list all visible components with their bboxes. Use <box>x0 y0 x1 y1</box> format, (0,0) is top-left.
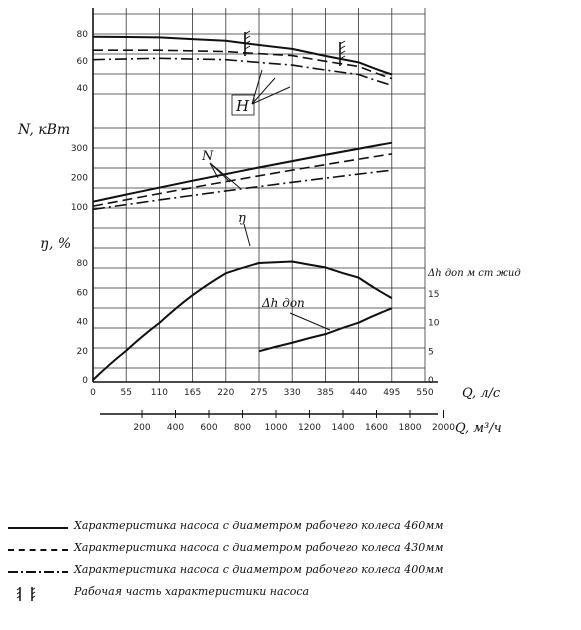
y-tick-label: 300 <box>70 144 88 154</box>
x-tick-label: 330 <box>283 388 301 398</box>
x-tick-label: 495 <box>383 388 401 398</box>
x-tick-label: 165 <box>184 388 202 398</box>
npsh-curve-label: Δh доп <box>262 296 305 310</box>
legend-item <box>8 518 578 536</box>
y2-tick-label: 0 <box>428 376 434 386</box>
y-tick-label: 0 <box>82 376 88 386</box>
efficiency-leader-line <box>244 224 250 246</box>
y-tick-label: 100 <box>70 203 88 213</box>
y-tick-label: 200 <box>70 173 88 184</box>
y-tick-label: 40 <box>76 317 88 328</box>
head-leader-line <box>252 87 290 104</box>
x-tick-label: 55 <box>120 388 132 398</box>
legend-solid-line <box>8 527 68 529</box>
power-curve-dashed <box>93 154 392 206</box>
efficiency-curve-label: ŋ <box>238 211 247 226</box>
power-curve-label: N <box>202 149 214 164</box>
x-tick-label: 110 <box>150 388 168 398</box>
legend-text: Характеристика насоса с диаметром рабочего колеса 400мм <box>74 563 444 576</box>
chart-labels <box>71 30 455 433</box>
legend-dashed-line <box>8 549 68 551</box>
y-tick-label: 60 <box>76 57 88 67</box>
q-ls-axis-title: Q, л/с <box>462 386 501 401</box>
x2-tick-label: 200 <box>133 423 151 433</box>
npsh-axis-title: Δh доп м ст жид <box>428 268 521 279</box>
y2-tick-label: 10 <box>428 318 440 329</box>
x2-tick-label: 600 <box>200 423 218 433</box>
legend-text: Рабочая часть характеристики насоса <box>74 585 310 598</box>
head-curve-label: H <box>236 97 250 115</box>
power-curve-solid <box>93 143 392 202</box>
legend-text: Характеристика насоса с диаметром рабочего колеса 430мм <box>74 541 444 554</box>
y-tick-label: 80 <box>76 259 88 269</box>
x-tick-label: 440 <box>350 388 368 398</box>
x2-tick-label: 1400 <box>331 423 355 433</box>
legend-item <box>8 562 578 580</box>
legend-item <box>8 540 578 558</box>
efficiency-axis-title: ŋ, % <box>40 236 72 252</box>
legend-text: Характеристика насоса с диаметром рабочего колеса 460мм <box>74 519 444 532</box>
chart-grid <box>93 8 444 418</box>
x2-tick-label: 1600 <box>365 423 388 433</box>
power-axis-title: N, кВт <box>18 122 71 138</box>
legend-item <box>8 584 578 602</box>
x2-tick-label: 400 <box>166 423 185 433</box>
x2-tick-label: 2000 <box>432 423 455 433</box>
x-tick-label: 0 <box>90 388 96 398</box>
x2-tick-label: 800 <box>233 423 252 433</box>
x2-tick-label: 1800 <box>398 423 422 433</box>
y2-tick-label: 15 <box>428 290 440 300</box>
head-curve-solid <box>93 37 392 75</box>
legend-dashdot-line <box>8 571 68 573</box>
y-tick-label: 80 <box>76 30 88 40</box>
x-tick-label: 275 <box>250 388 268 398</box>
x-tick-label: 550 <box>416 388 434 398</box>
head-curve-dashdot <box>93 58 392 85</box>
y-tick-label: 40 <box>76 84 88 94</box>
npsh-leader-line <box>290 313 330 330</box>
x2-tick-label: 1200 <box>298 423 321 433</box>
hatch-icon <box>16 587 38 601</box>
x-tick-label: 220 <box>217 388 235 398</box>
power-curve-dashdot <box>93 170 392 209</box>
x-tick-label: 385 <box>316 388 334 398</box>
q-m3h-axis-title: Q, м³/ч <box>455 421 502 436</box>
y-tick-label: 60 <box>76 288 88 299</box>
y2-tick-label: 5 <box>428 347 434 358</box>
efficiency-curve-solid <box>93 262 392 380</box>
y-tick-label: 20 <box>76 346 88 357</box>
x2-tick-label: 1000 <box>264 423 288 433</box>
